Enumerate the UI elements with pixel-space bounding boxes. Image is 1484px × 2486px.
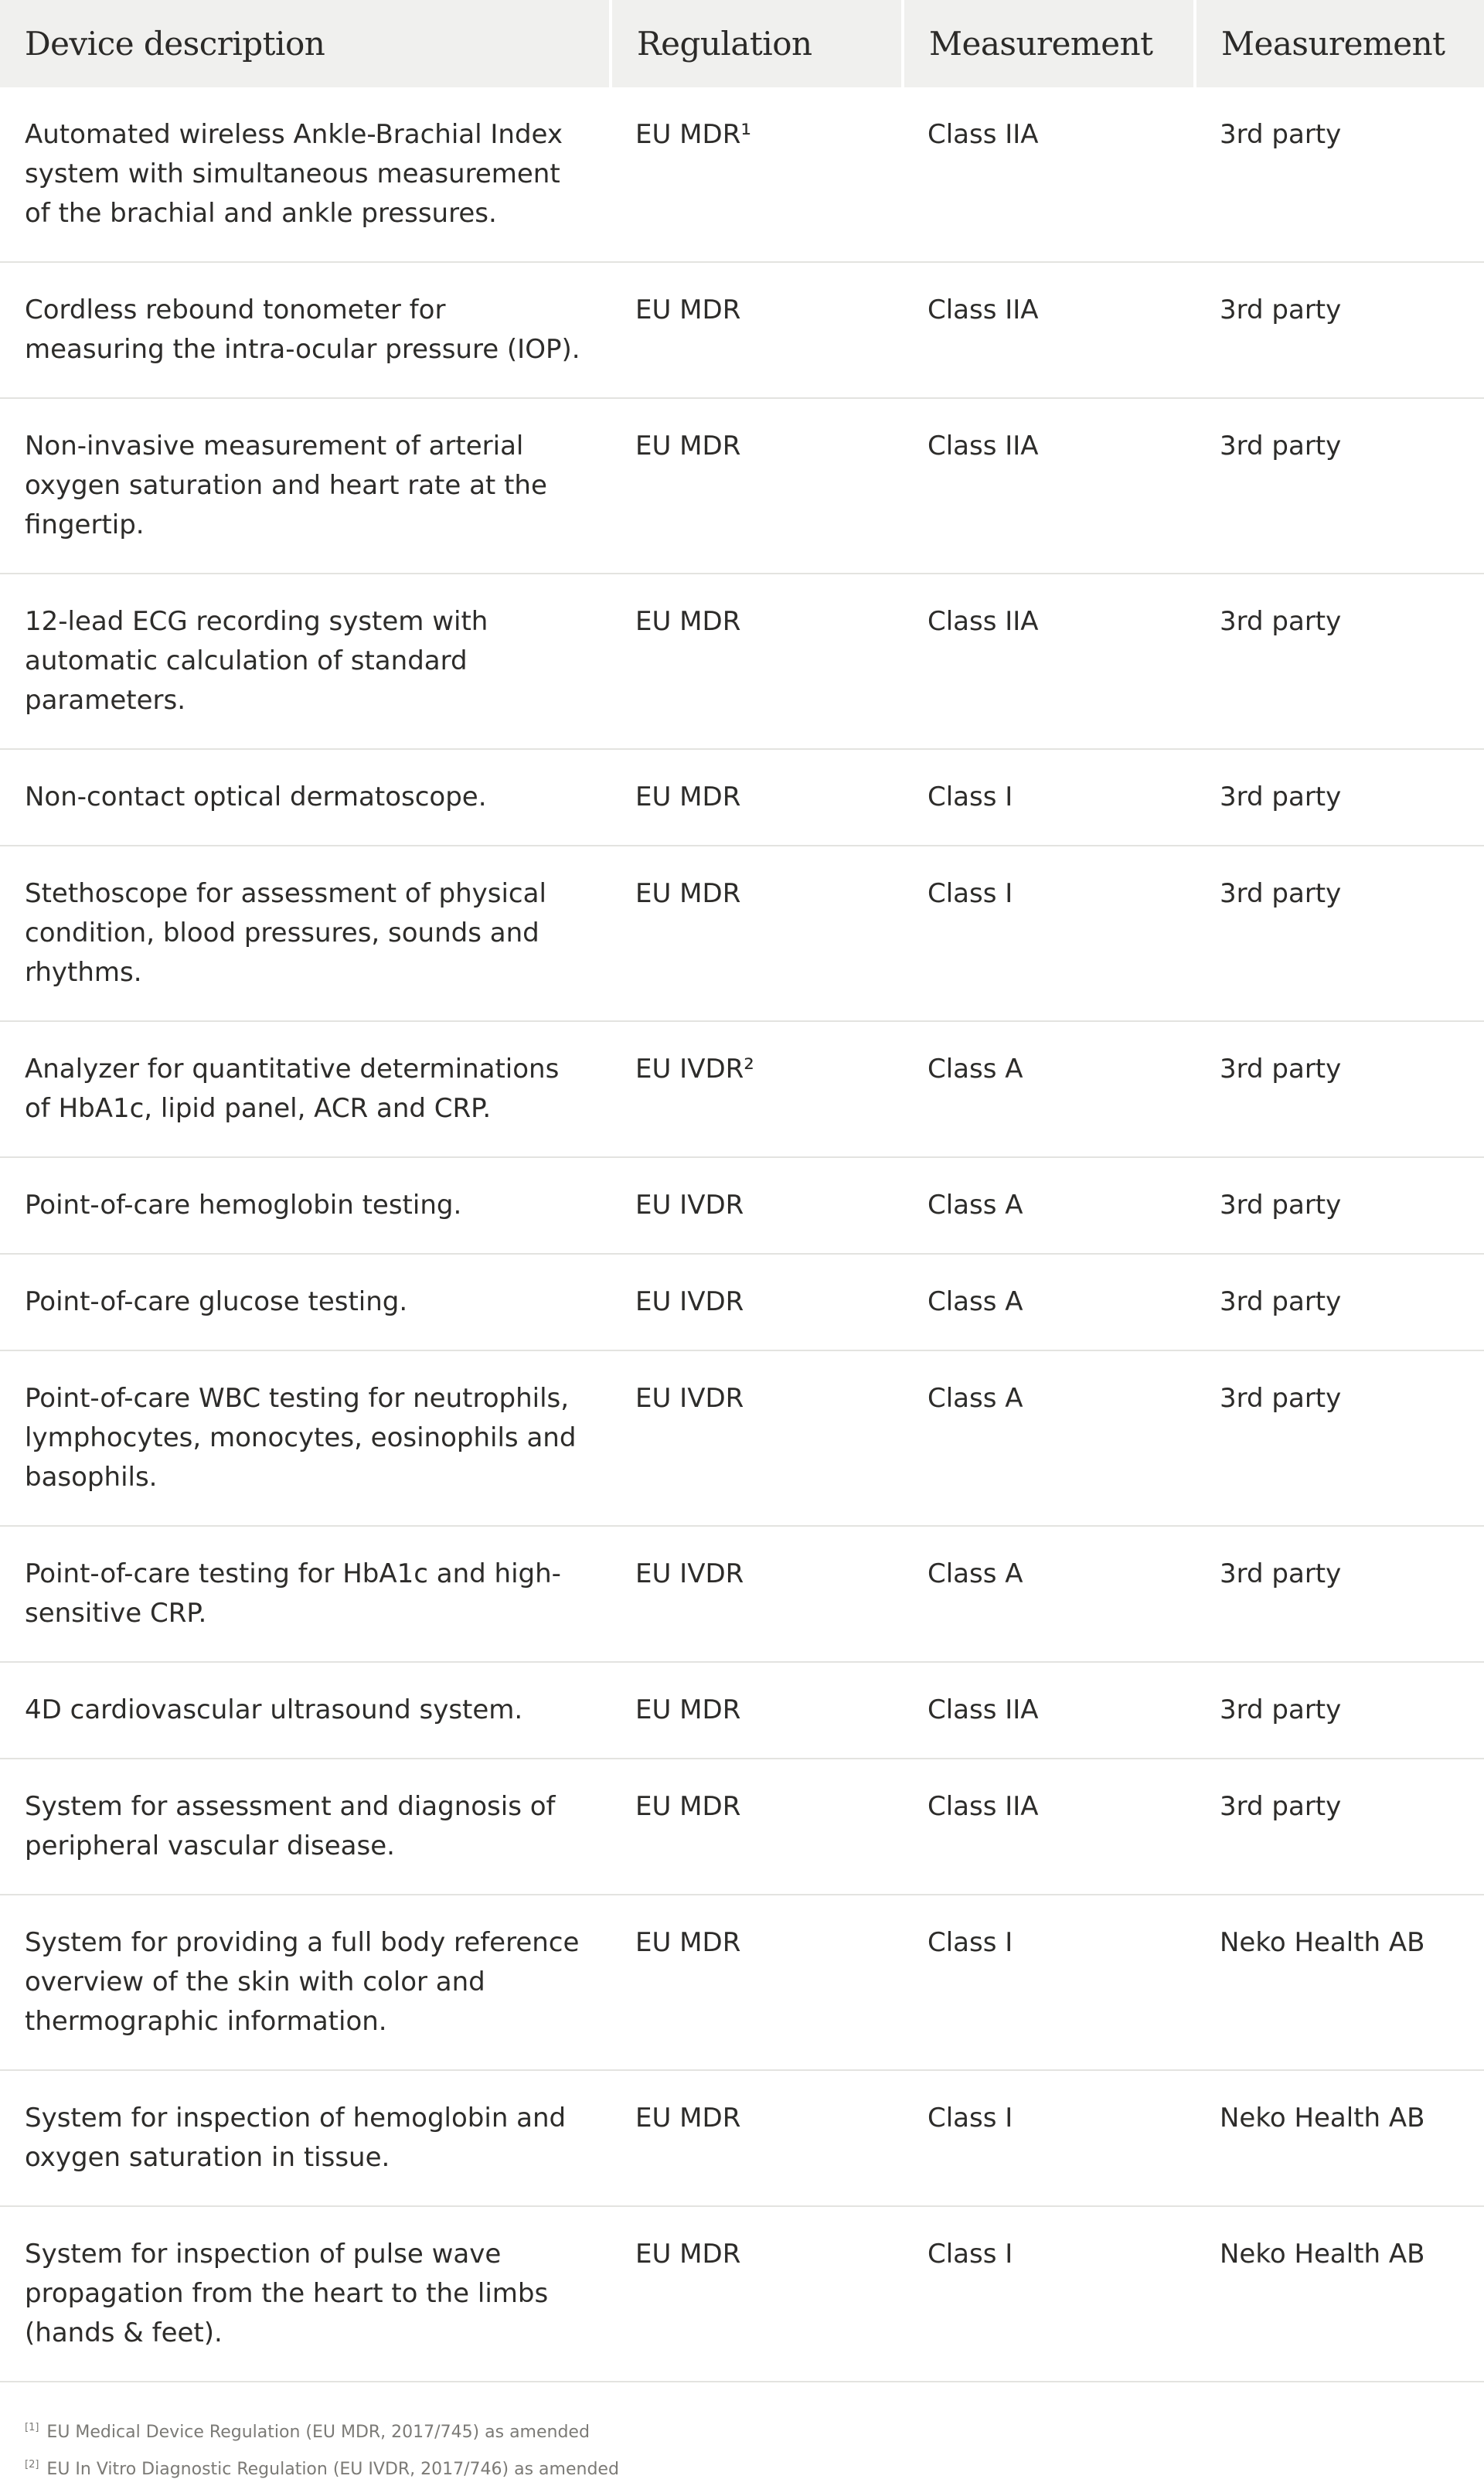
table-row: [0, 1759, 1484, 1895]
table-row: [0, 398, 1484, 574]
table-row: [0, 846, 1484, 1021]
table-row: [0, 1662, 1484, 1759]
cell-device-description: System for inspection of hemoglobin and oxygen saturation in tissue.: [0, 2070, 611, 2206]
cell-regulation: EU IVDR: [611, 1350, 903, 1526]
cell-regulation: EU MDR: [611, 1895, 903, 2070]
cell-measurement: Class A: [903, 1350, 1195, 1526]
cell-regulation: EU MDR¹: [611, 87, 903, 262]
cell-measurement: Class IIA: [903, 1662, 1195, 1759]
cell-regulation: EU MDR: [611, 2070, 903, 2206]
cell-regulation: EU MDR: [611, 262, 903, 398]
cell-regulation: EU IVDR: [611, 1254, 903, 1350]
cell-device-description: Automated wireless Ankle-Brachial Index system with simultaneous measurement of the brachial and ankle pressures.: [0, 87, 611, 262]
table-row: [0, 1350, 1484, 1526]
cell-measurement-source: Neko Health AB: [1195, 2070, 1484, 2206]
cell-measurement-source: 3rd party: [1195, 846, 1484, 1021]
cell-measurement-source: 3rd party: [1195, 398, 1484, 574]
cell-measurement-source: 3rd party: [1195, 1021, 1484, 1157]
cell-device-description: Analyzer for quantitative determinations of HbA1c, lipid panel, ACR and CRP.: [0, 1021, 611, 1157]
header-row: [0, 0, 1484, 87]
cell-device-description: System for inspection of pulse wave propagation from the heart to the limbs (hands & feet).: [0, 2206, 611, 2382]
cell-device-description: System for assessment and diagnosis of peripheral vascular disease.: [0, 1759, 611, 1895]
cell-measurement: Class A: [903, 1526, 1195, 1662]
table-row: [0, 2070, 1484, 2206]
table-row: [0, 1254, 1484, 1350]
cell-device-description: 12-lead ECG recording system with automatic calculation of standard parameters.: [0, 574, 611, 749]
cell-measurement-source: 3rd party: [1195, 749, 1484, 846]
cell-measurement-source: 3rd party: [1195, 1526, 1484, 1662]
cell-device-description: Point-of-care glucose testing.: [0, 1254, 611, 1350]
cell-regulation: EU MDR: [611, 846, 903, 1021]
header-measurement-source: Measurement: [1195, 0, 1484, 87]
table-header: [0, 0, 1484, 87]
cell-regulation: EU IVDR: [611, 1157, 903, 1254]
footnote: [25, 2449, 1484, 2486]
cell-measurement: Class I: [903, 749, 1195, 846]
footnote-text: EU Medical Device Regulation (EU MDR, 2017/745) as amended: [46, 2423, 590, 2442]
footnote-text: EU In Vitro Diagnostic Regulation (EU IVDR, 2017/746) as amended: [46, 2460, 619, 2479]
cell-device-description: Point-of-care hemoglobin testing.: [0, 1157, 611, 1254]
cell-regulation: EU MDR: [611, 1759, 903, 1895]
table-row: [0, 1157, 1484, 1254]
footnote-mark: [1]: [25, 2422, 39, 2433]
cell-regulation: EU MDR: [611, 574, 903, 749]
table-row: [0, 1021, 1484, 1157]
cell-device-description: System for providing a full body reference overview of the skin with color and thermographic information.: [0, 1895, 611, 2070]
cell-device-description: Non-invasive measurement of arterial oxygen saturation and heart rate at the fingertip.: [0, 398, 611, 574]
table-row: [0, 749, 1484, 846]
cell-regulation: EU MDR: [611, 1662, 903, 1759]
cell-measurement: Class A: [903, 1157, 1195, 1254]
cell-regulation: EU MDR: [611, 398, 903, 574]
cell-measurement-source: 3rd party: [1195, 1157, 1484, 1254]
cell-measurement-source: 3rd party: [1195, 1759, 1484, 1895]
cell-regulation: EU MDR: [611, 2206, 903, 2382]
table-body: [0, 87, 1484, 2382]
cell-measurement: Class A: [903, 1021, 1195, 1157]
table-row: [0, 574, 1484, 749]
cell-measurement-source: 3rd party: [1195, 1254, 1484, 1350]
cell-measurement: Class IIA: [903, 398, 1195, 574]
header-regulation: Regulation: [611, 0, 903, 87]
cell-measurement: Class IIA: [903, 87, 1195, 262]
cell-device-description: Stethoscope for assessment of physical condition, blood pressures, sounds and rhythms.: [0, 846, 611, 1021]
table-row: [0, 2206, 1484, 2382]
cell-measurement-source: 3rd party: [1195, 1662, 1484, 1759]
cell-measurement: Class IIA: [903, 262, 1195, 398]
cell-measurement-source: 3rd party: [1195, 262, 1484, 398]
cell-measurement: Class IIA: [903, 574, 1195, 749]
cell-device-description: Cordless rebound tonometer for measuring the intra-ocular pressure (IOP).: [0, 262, 611, 398]
cell-measurement-source: Neko Health AB: [1195, 1895, 1484, 2070]
footnote: [25, 2412, 1484, 2449]
cell-measurement: Class I: [903, 846, 1195, 1021]
cell-regulation: EU IVDR²: [611, 1021, 903, 1157]
header-device-description: Device description: [0, 0, 611, 87]
cell-device-description: Point-of-care WBC testing for neutrophils, lymphocytes, monocytes, eosinophils and basophils.: [0, 1350, 611, 1526]
cell-device-description: 4D cardiovascular ultrasound system.: [0, 1662, 611, 1759]
cell-measurement-source: Neko Health AB: [1195, 2206, 1484, 2382]
cell-device-description: Non-contact optical dermatoscope.: [0, 749, 611, 846]
cell-device-description: Point-of-care testing for HbA1c and high-sensitive CRP.: [0, 1526, 611, 1662]
cell-regulation: EU MDR: [611, 749, 903, 846]
cell-measurement-source: 3rd party: [1195, 87, 1484, 262]
table-row: [0, 87, 1484, 262]
cell-measurement: Class IIA: [903, 1759, 1195, 1895]
table-row: [0, 1526, 1484, 1662]
cell-measurement-source: 3rd party: [1195, 574, 1484, 749]
cell-regulation: EU IVDR: [611, 1526, 903, 1662]
footnotes: [0, 2382, 1484, 2486]
table-row: [0, 1895, 1484, 2070]
footnote-mark: [2]: [25, 2459, 39, 2471]
cell-measurement: Class I: [903, 1895, 1195, 2070]
cell-measurement: Class A: [903, 1254, 1195, 1350]
cell-measurement-source: 3rd party: [1195, 1350, 1484, 1526]
cell-measurement: Class I: [903, 2206, 1195, 2382]
cell-measurement: Class I: [903, 2070, 1195, 2206]
header-measurement: Measurement: [903, 0, 1195, 87]
table-row: [0, 262, 1484, 398]
